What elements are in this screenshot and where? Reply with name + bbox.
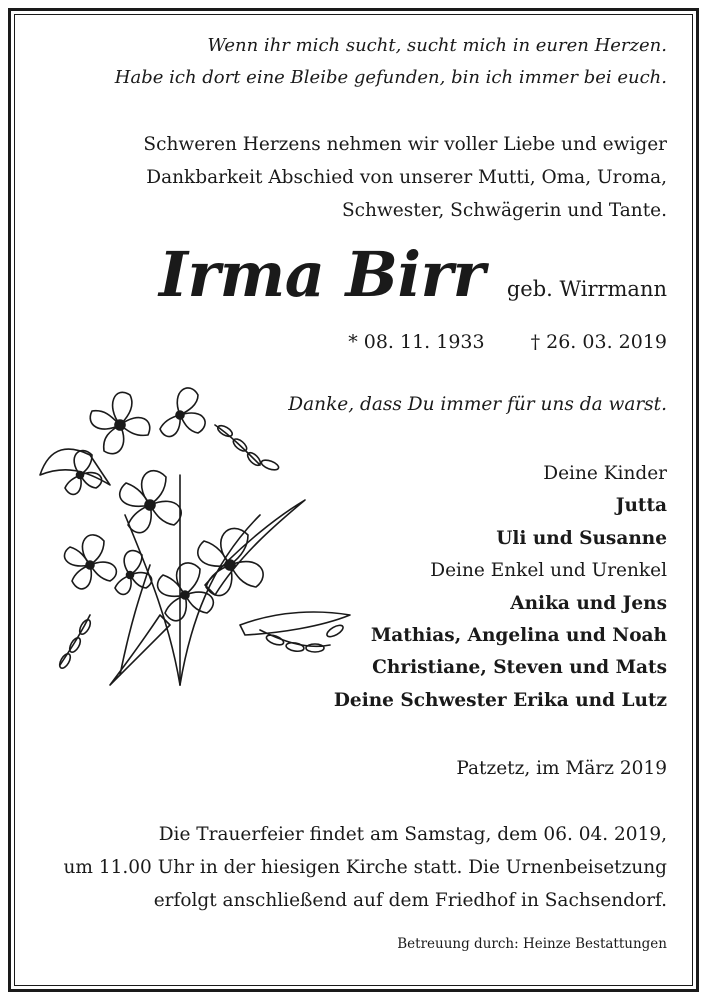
motto (115, 30, 667, 94)
life-dates (348, 327, 667, 357)
flower-bouquet-illustration (30, 365, 355, 690)
family-entry: Deine Schwester Erika und Lutz (333, 689, 667, 711)
family-list (334, 458, 667, 717)
family-entry: Deine Kinder (543, 463, 667, 484)
service-line: um 11.00 Uhr in der hiesigen Kirche statt. Die Urnenbeisetzung (63, 857, 667, 878)
intro-line: Schwester, Schwägerin und Tante. (341, 200, 667, 221)
family-entry: Jutta (615, 495, 667, 517)
deceased-name-row (159, 238, 667, 311)
intro-line: Dankbarkeit Abschied von unserer Mutti, Oma, Uroma, (146, 167, 667, 188)
family-entry: Deine Enkel und Urenkel (430, 560, 667, 582)
motto-line: Wenn ihr mich sucht, sucht mich in euren Herzen. (207, 35, 667, 56)
service-line: Die Trauerfeier findet am Samstag, dem 06. 04. 2019, (158, 824, 667, 845)
service-info (64, 818, 667, 917)
death-date: † 26. 03. 2019 (530, 331, 667, 353)
family-entry: Uli und Susanne (496, 527, 667, 549)
intro-line: Schweren Herzens nehmen wir voller Liebe und ewiger (143, 134, 667, 155)
service-line: erfolgt anschließend auf dem Friedhof in Sachsendorf. (153, 890, 667, 911)
thanks-line: Danke, dass Du immer für uns da warst. (288, 394, 667, 415)
birth-name: geb. Wirrmann (506, 277, 667, 301)
place-date: Patzetz, im März 2019 (456, 758, 667, 779)
birth-date: * 08. 11. 1933 (348, 331, 485, 353)
undertaker-credit: Betreuung durch: Heinze Bestattungen (397, 936, 667, 952)
deceased-name: Irma Birr (159, 238, 485, 311)
intro-text (143, 128, 667, 227)
motto-line: Habe ich dort eine Bleibe gefunden, bin ich immer bei euch. (114, 67, 667, 88)
family-entry: Anika und Jens (510, 592, 667, 614)
family-entry: Christiane, Steven und Mats (372, 657, 667, 679)
family-entry: Mathias, Angelina und Noah (370, 625, 667, 647)
